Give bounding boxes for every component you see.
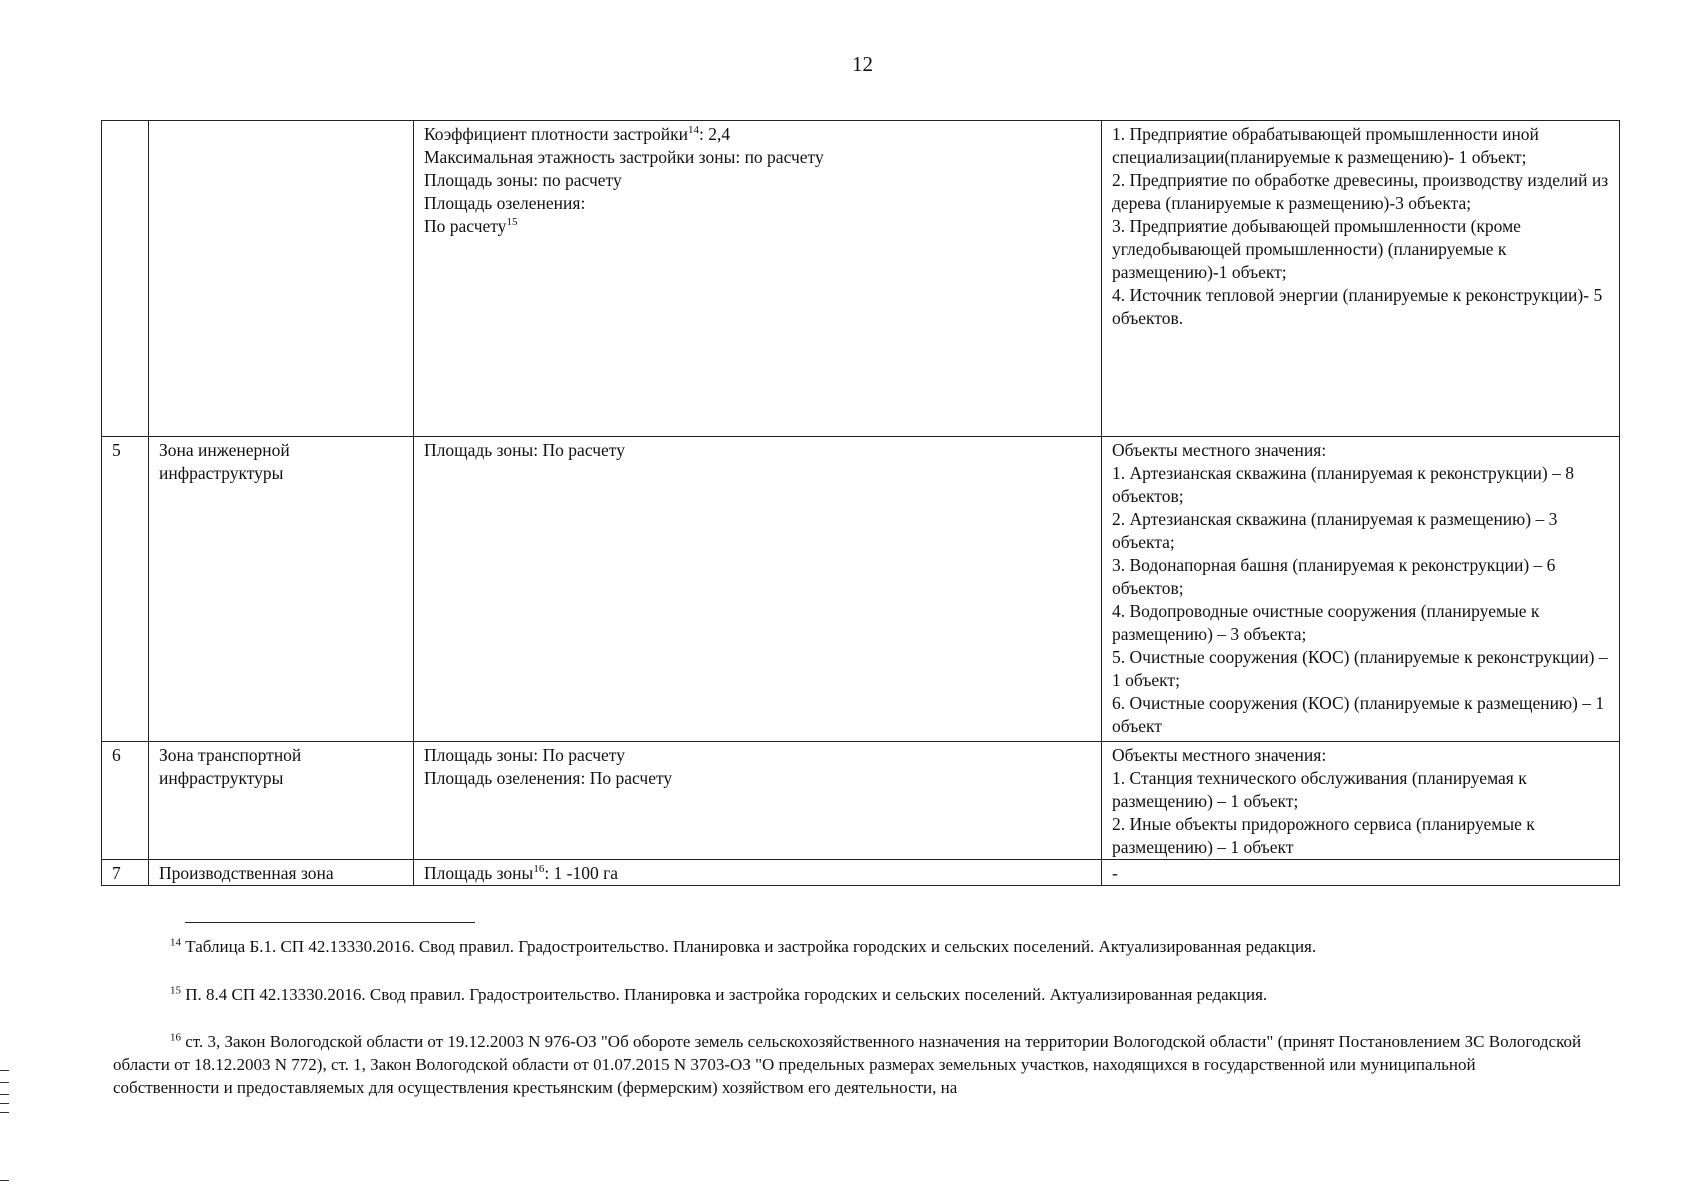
parameter-line bbox=[424, 767, 1091, 790]
parameter-text: Площадь озеленения: По расчету bbox=[424, 768, 673, 788]
parameter-text: По расчету bbox=[424, 216, 507, 236]
object-item: 4. Источник тепловой энергии (планируемые к реконструкции)- 5 объектов. bbox=[1112, 285, 1603, 328]
margin-tick bbox=[0, 1070, 9, 1071]
object-item: 3. Водонапорная башня (планируемая к реконструкции) – 6 объектов; bbox=[1112, 555, 1556, 598]
margin-tick bbox=[0, 1103, 9, 1104]
parameter-text: Площадь зоны: По расчету bbox=[424, 440, 625, 460]
footnote-text: Таблица Б.1. СП 42.13330.2016. Свод правил. Градостроительство. Планировка и застройка городских и сельских поселений. Актуализированная редакция. bbox=[181, 937, 1317, 956]
object-item: 2. Иные объекты придорожного сервиса (планируемые к размещению) – 1 объект bbox=[1112, 814, 1535, 857]
zone-parameters-cell bbox=[414, 860, 1102, 886]
table-row bbox=[102, 437, 1620, 742]
page-number: 12 bbox=[852, 52, 873, 76]
footnote-reference: 15 bbox=[506, 216, 518, 229]
footnote-reference: 16 bbox=[533, 863, 545, 876]
zone-name-line: инфраструктуры bbox=[159, 768, 284, 788]
zone-name-line: Зона транспортной bbox=[159, 745, 302, 765]
parameter-line bbox=[424, 215, 1091, 238]
objects-cell bbox=[1102, 437, 1620, 742]
object-item: 3. Предприятие добывающей промышленности (кроме угледобывающей промышленности) (планируемые к размещению)-1 объект; bbox=[1112, 216, 1521, 282]
objects-cell bbox=[1102, 860, 1620, 886]
zone-name-line: инфраструктуры bbox=[159, 463, 284, 483]
object-item: 2. Артезианская скважина (планируемая к размещению) – 3 объекта; bbox=[1112, 509, 1558, 552]
margin-tick bbox=[0, 1082, 9, 1083]
table-row bbox=[102, 860, 1620, 886]
parameter-line bbox=[424, 744, 1091, 767]
object-item: 5. Очистные сооружения (КОС) (планируемые к реконструкции) – 1 объект; bbox=[1112, 647, 1608, 690]
parameter-text: Площадь зоны bbox=[424, 863, 534, 883]
zone-name-line: Производственная зона bbox=[159, 863, 334, 883]
object-item: 4. Водопроводные очистные сооружения (планируемые к размещению) – 3 объекта; bbox=[1112, 601, 1540, 644]
footnote-reference: 14 bbox=[688, 124, 700, 137]
parameter-value: : 2,4 bbox=[699, 124, 731, 144]
object-item: 6. Очистные сооружения (КОС) (планируемые к размещению) – 1 объект bbox=[1112, 693, 1605, 736]
object-item: 1. Предприятие обрабатывающей промышленности иной специализации(планируемые к размещению)- 1 объект; bbox=[1112, 124, 1539, 167]
footnote-mark: 15 bbox=[170, 984, 181, 997]
zone-parameters-cell bbox=[414, 742, 1102, 860]
zone-parameters-cell bbox=[414, 437, 1102, 742]
object-item: - bbox=[1112, 863, 1118, 883]
parameter-text: Коэффициент плотности застройки bbox=[424, 124, 689, 144]
object-item: 1. Артезианская скважина (планируемая к реконструкции) – 8 объектов; bbox=[1112, 463, 1574, 506]
row-number-cell bbox=[102, 121, 149, 437]
object-item: 2. Предприятие по обработке древесины, производству изделий из дерева (планируемые к размещению)-3 объекта; bbox=[1112, 170, 1609, 213]
objects-cell bbox=[1102, 121, 1620, 437]
zone-name-cell bbox=[149, 742, 414, 860]
footnote-16 bbox=[113, 1030, 1583, 1099]
parameter-text: Площадь зоны: по расчету bbox=[424, 170, 622, 190]
table-row bbox=[102, 742, 1620, 860]
footnote-text: ст. 3, Закон Вологодской области от 19.12.2003 N 976-ОЗ "Об обороте земель сельскохозяйственного назначения на территории Вологодской области" (принят Постановлением ЗС Вологодской области от 18.12.2003 N 772), ст. 1, Закон Вологодской области от 01.07.2015 N 3703-ОЗ "О предельных размерах земельных участков, находящихся в государственной или муниципальной собственности и предоставляемых для осуществления крестьянским (фермерским) хозяйством его деятельности, на bbox=[113, 1032, 1582, 1097]
parameter-line bbox=[424, 192, 1091, 215]
zone-name-line: Зона инженерной bbox=[159, 440, 290, 460]
parameter-text: Максимальная этажность застройки зоны: по расчету bbox=[424, 147, 824, 167]
row-number: 5 bbox=[112, 440, 121, 460]
zone-name-cell bbox=[149, 860, 414, 886]
zone-name-cell bbox=[149, 437, 414, 742]
parameter-text: Площадь зоны: По расчету bbox=[424, 745, 625, 765]
footnote-15 bbox=[170, 983, 1267, 1006]
footnote-mark: 16 bbox=[170, 1031, 181, 1044]
objects-cell bbox=[1102, 742, 1620, 860]
parameter-text: Площадь озеленения: bbox=[424, 193, 586, 213]
table-row bbox=[102, 121, 1620, 437]
parameter-value: : 1 -100 га bbox=[544, 863, 619, 883]
object-item: 1. Станция технического обслуживания (планируемая к размещению) – 1 объект; bbox=[1112, 768, 1527, 811]
footnote-mark: 14 bbox=[170, 936, 181, 949]
footnote-separator bbox=[185, 922, 475, 923]
object-item: Объекты местного значения: bbox=[1112, 745, 1327, 765]
footnote-text: П. 8.4 СП 42.13330.2016. Свод правил. Градостроительство. Планировка и застройка городских и сельских поселений. Актуализированная редакция. bbox=[181, 985, 1268, 1004]
margin-tick bbox=[0, 1112, 9, 1113]
parameter-line bbox=[424, 862, 1091, 885]
object-item: Объекты местного значения: bbox=[1112, 440, 1327, 460]
parameter-line bbox=[424, 123, 1091, 146]
parameter-line bbox=[424, 146, 1091, 169]
row-number-cell bbox=[102, 742, 149, 860]
zone-name-cell bbox=[149, 121, 414, 437]
margin-tick bbox=[0, 1180, 9, 1181]
row-number: 6 bbox=[112, 745, 121, 765]
row-number: 7 bbox=[112, 863, 121, 883]
zones-table bbox=[101, 120, 1620, 886]
row-number-cell bbox=[102, 437, 149, 742]
footnote-14 bbox=[170, 935, 1316, 958]
parameter-line bbox=[424, 439, 1091, 462]
zone-parameters-cell bbox=[414, 121, 1102, 437]
margin-tick bbox=[0, 1094, 9, 1095]
row-number-cell bbox=[102, 860, 149, 886]
parameter-line bbox=[424, 169, 1091, 192]
